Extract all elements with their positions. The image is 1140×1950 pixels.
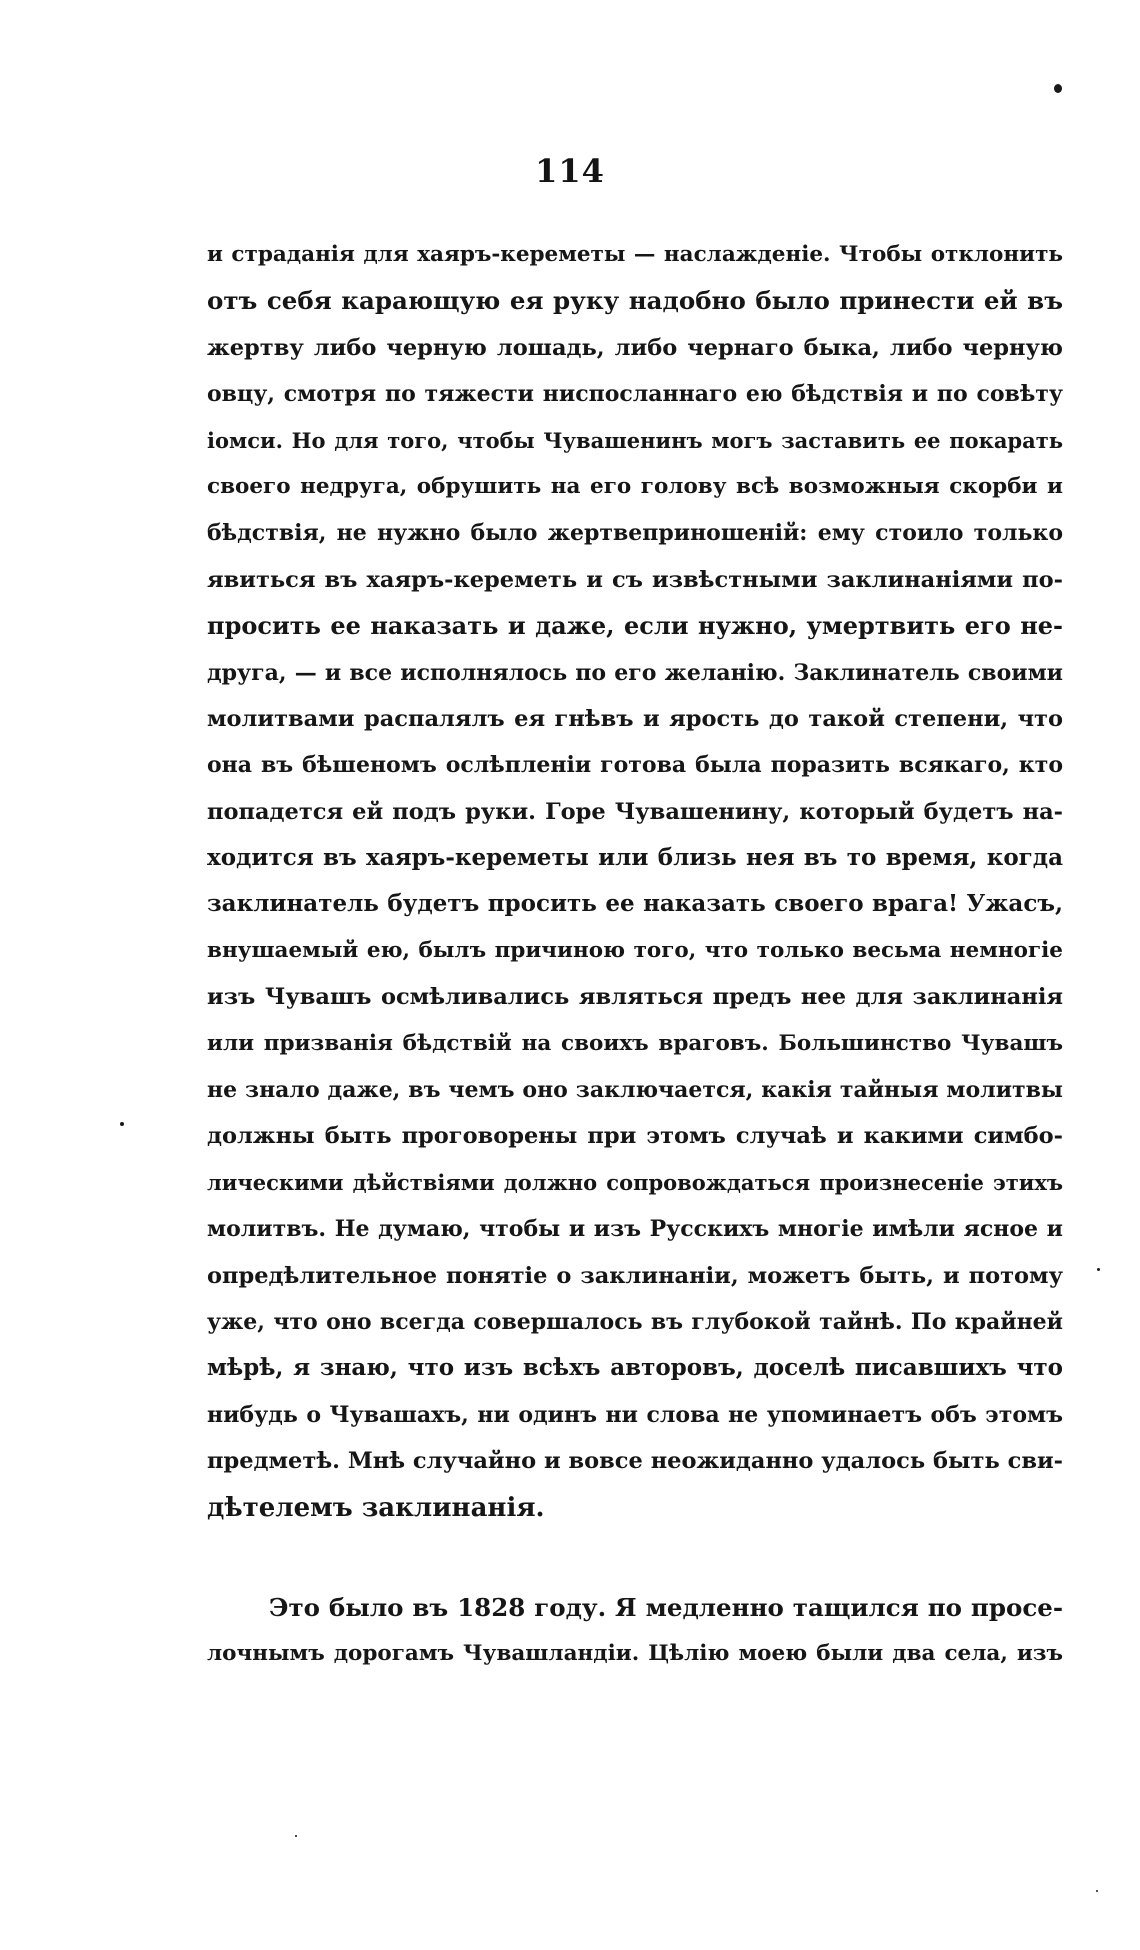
page-number: 114 [535, 152, 605, 190]
text-line: изъ Чувашъ осмѣливались являться предъ нее для заклинанія [207, 984, 1063, 1011]
text-line: явиться въ хаяръ-кереметь и съ извѣстными заклинаніями по- [207, 566, 1063, 593]
text-line: не знало даже, въ чемъ оно заключается, какія тайныя молитвы [207, 1077, 1063, 1104]
text-line: или призванія бѣдствій на своихъ враговъ. Большинство Чувашъ [207, 1030, 1063, 1056]
paragraph-1 [207, 232, 1063, 1531]
text-line: опредѣлительное понятіе о заклинаніи, можетъ быть, и потому [207, 1262, 1063, 1289]
paragraph-2 [207, 1585, 1063, 1678]
text-line: отъ себя карающую ея руку надобно было принести ей въ [207, 286, 1063, 316]
text-line: нибудь о Чувашахъ, ни одинъ ни слова не упоминаетъ объ этомъ [207, 1401, 1063, 1428]
scan-speck [120, 1122, 124, 1126]
scan-speck [1054, 84, 1062, 93]
text-line: молитвами распалялъ ея гнѣвъ и ярость до такой степени, что [207, 705, 1063, 732]
text-line: ходится въ хаяръ-кереметы или близь нея въ то время, когда [207, 844, 1063, 872]
text-line: внушаемый ею, былъ причиною того, что только весьма немногіе [207, 937, 1063, 963]
text-line: должны быть проговорены при этомъ случаѣ и какими симбо- [207, 1123, 1063, 1150]
text-line: іомси. Но для того, чтобы Чувашенинъ могъ заставить ее покарать [207, 427, 1063, 453]
text-line: лическими дѣйствіями должно сопровождаться произнесеніе этихъ [207, 1169, 1063, 1195]
text-line: дѣтелемъ заклинанія. [207, 1492, 545, 1523]
text-line: просить ее наказать и даже, если нужно, умертвить его не- [207, 611, 1063, 641]
scan-speck [1097, 1268, 1100, 1271]
text-line: попадется ей подъ руки. Горе Чувашенину, который будетъ на- [207, 798, 1063, 825]
text-line: друга, — и все исполнялось по его желанію. Заклинатель своими [207, 659, 1063, 686]
text-line: предметѣ. Мнѣ случайно и вовсе неожиданно удалось быть сви- [207, 1448, 1063, 1475]
text-line: молитвъ. Не думаю, чтобы и изъ Русскихъ многіе имѣли ясное и [207, 1216, 1063, 1243]
text-line: мѣрѣ, я знаю, что изъ всѣхъ авторовъ, доселѣ писавшихъ что [207, 1354, 1063, 1382]
scan-speck [1096, 1890, 1098, 1892]
text-line: уже, что оно всегда совершалось въ глубокой тайнѣ. По крайней [207, 1308, 1063, 1335]
text-line: своего недруга, обрушить на его голову всѣ возможныя скорби и [207, 473, 1063, 499]
scan-speck [295, 1835, 297, 1837]
text-line: заклинатель будетъ просить ее наказать своего врага! Ужасъ, [207, 890, 1063, 918]
text-line: лочнымъ дорогамъ Чувашландіи. Цѣлію моею были два села, изъ [207, 1641, 1063, 1667]
text-line: Это было въ 1828 году. Я медленно тащился по просе- [269, 1593, 1063, 1622]
text-line: жертву либо черную лошадь, либо чернаго быка, либо черную [207, 334, 1063, 361]
text-line: овцу, смотря по тяжести ниспосланнаго ею бѣдствія и по совѣту [207, 381, 1063, 408]
text-line: и страданія для хаяръ-кереметы — наслажденіе. Чтобы отклонить [207, 242, 1063, 267]
text-line: бѣдствія, не нужно было жертвеприношеній: ему стоило только [207, 520, 1063, 547]
text-line: она въ бѣшеномъ ослѣпленіи готова была поразить всякаго, кто [207, 752, 1063, 779]
